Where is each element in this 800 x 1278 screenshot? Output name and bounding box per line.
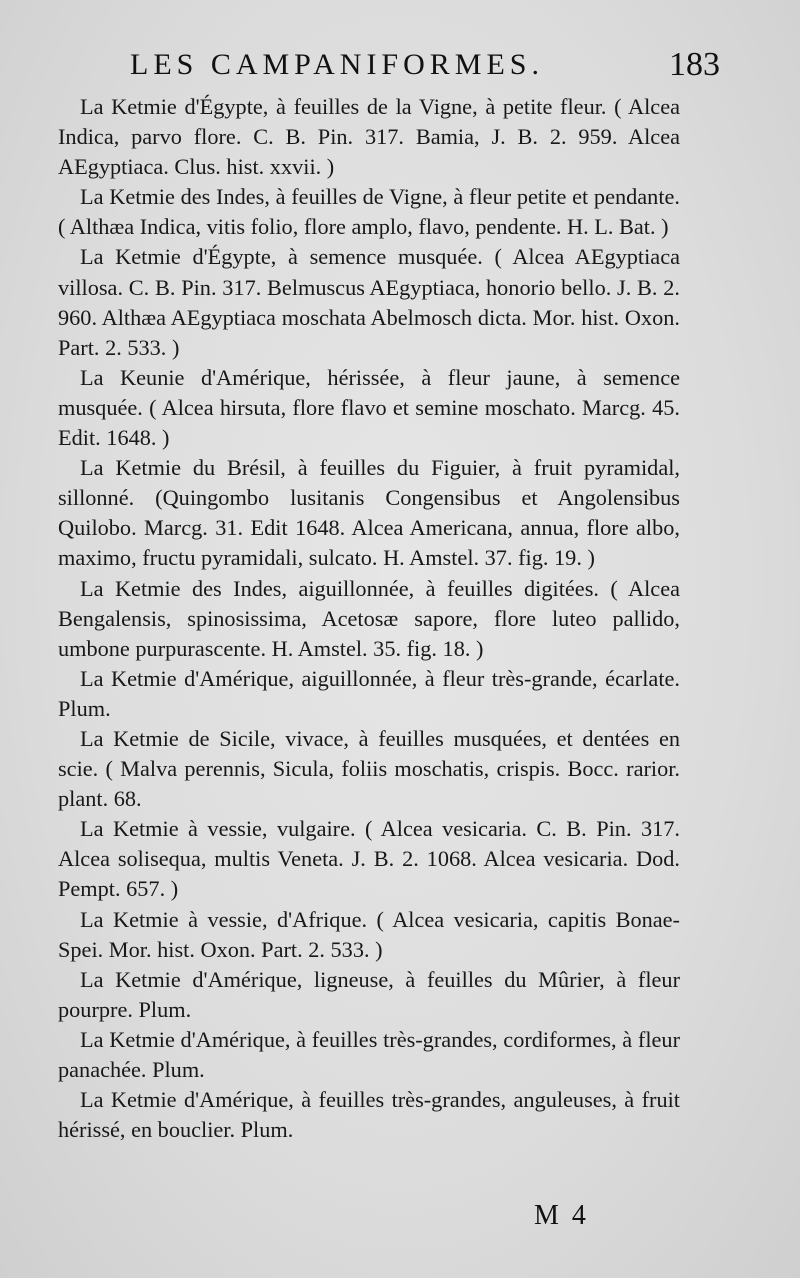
page-body [58, 92, 680, 1145]
entry-2: La Ketmie des Indes, à feuilles de Vigne, à fleur petite et pendante. ( Althæa Indica, vitis folio, flore amplo, flavo, pendente. H. L. Bat. ) [58, 184, 680, 240]
entry-8: La Ketmie de Sicile, vivace, à feuilles musquées, et dentées en scie. ( Malva perennis, Sicula, foliis moschatis, crispis. Bocc. rarior. plant. 68. [58, 725, 680, 812]
entry-9: La Ketmie à vessie, vulgaire. ( Alcea vesicaria. C. B. Pin. 317. Alcea solisequa, multis Veneta. J. B. 2. 1068. Alcea vesicaria. Dod. Pempt. 657. ) [58, 816, 680, 902]
entry-6: La Ketmie des Indes, aiguillonnée, à feuilles digitées. ( Alcea Bengalensis, spinosissima, Acetosæ sapore, flore luteo pallido, umbone purpurascente. H. Amstel. 35. fig. 18. ) [58, 575, 680, 661]
running-title: LES CAMPANIFORMES. [130, 48, 544, 81]
entry-4: La Keunie d'Amérique, hérissée, à fleur jaune, à semence musquée. ( Alcea hirsuta, flore flavo et semine moschato. Marcg. 45. Edit. 1648. ) [58, 364, 680, 451]
entry-11: La Ketmie d'Amérique, ligneuse, à feuilles du Mûrier, à fleur pourpre. Plum. [58, 966, 680, 1022]
entry-3: La Ketmie d'Égypte, à semence musquée. ( Alcea AEgyptiaca villosa. C. B. Pin. 317. Belmuscus AEgyptiaca, honorio bello. J. B. 2. 960. Althæa AEgyptiaca moschata Abelmosch dicta. Mor. hist. Oxon. Part. 2. 533. ) [58, 244, 680, 360]
entry-5: La Ketmie du Brésil, à feuilles du Figuier, à fruit pyramidal, sillonné. (Quingombo lusitanis Congensibus et Angolensibus Quilobo. Marcg. 31. Edit 1648. Alcea Americana, annua, flore albo, maximo, fructu pyramidali, sulcato. H. Amstel. 37. fig. 19. ) [58, 455, 680, 571]
entry-12: La Ketmie d'Amérique, à feuilles très-grandes, cordiformes, à fleur panachée. Plum. [58, 1026, 680, 1082]
page-header [130, 44, 720, 92]
entry-7: La Ketmie d'Amérique, aiguillonnée, à fleur très-grande, écarlate. Plum. [58, 665, 680, 721]
page-number: 183 [669, 46, 720, 83]
entry-13: La Ketmie d'Amérique, à feuilles très-grandes, anguleuses, à fruit hérissé, en bouclier. Plum. [58, 1087, 680, 1143]
entry-10: La Ketmie à vessie, d'Afrique. ( Alcea vesicaria, capitis Bonae-Spei. Mor. hist. Oxon. Part. 2. 533. ) [58, 906, 680, 962]
signature-mark: M 4 [534, 1200, 589, 1231]
entry-1: La Ketmie d'Égypte, à feuilles de la Vigne, à petite fleur. ( Alcea Indica, parvo flore. C. B. Pin. 317. Bamia, J. B. 2. 959. Alcea AEgyptiaca. Clus. hist. xxvii. ) [58, 94, 680, 180]
